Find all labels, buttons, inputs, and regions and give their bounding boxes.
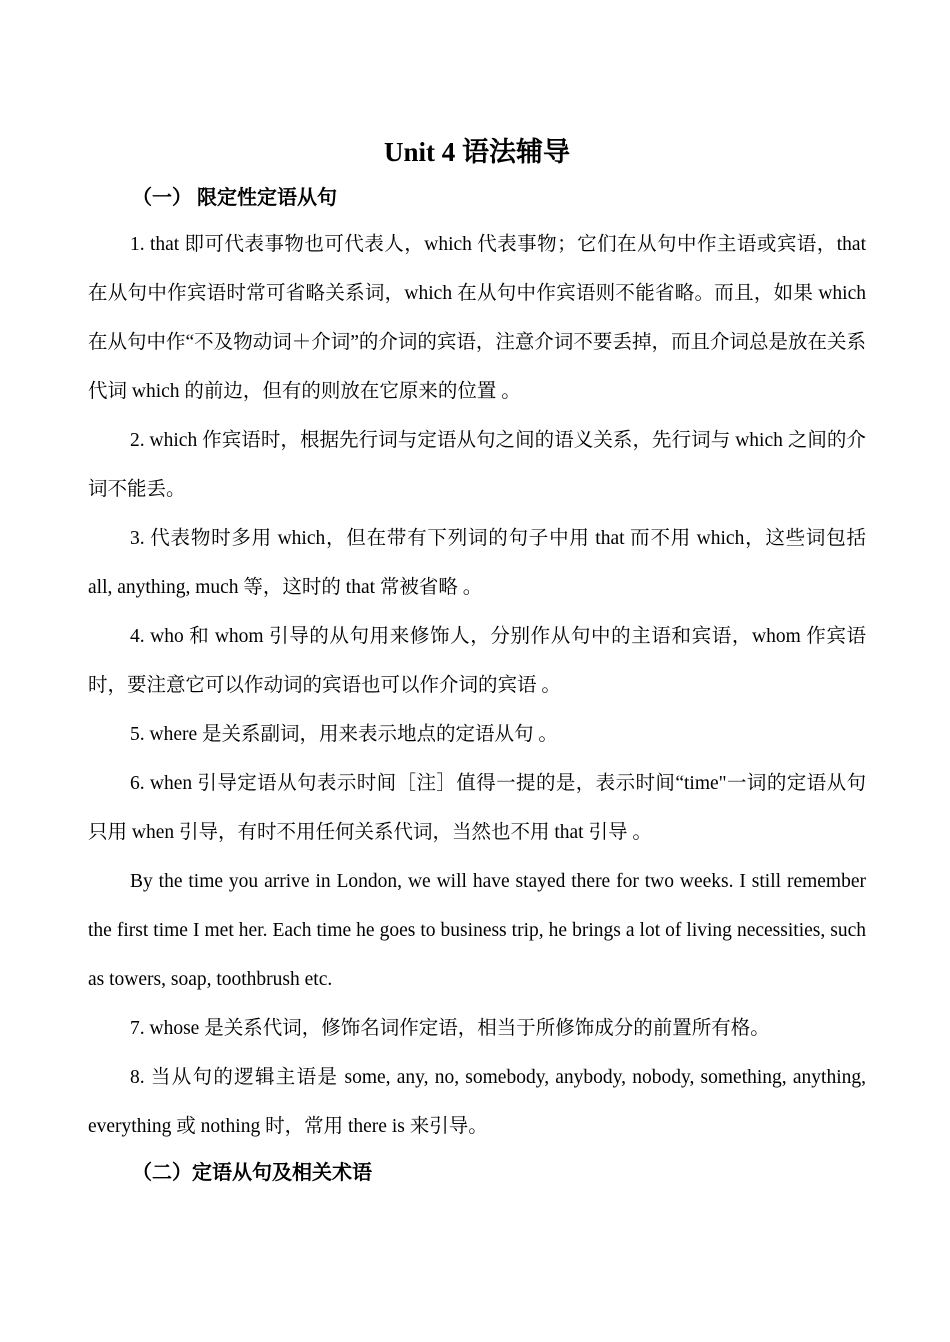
paragraph-4-who-whom: 4. who 和 whom 引导的从句用来修饰人，分别作从句中的主语和宾语，whom 作宾语时，要注意它可以作动词的宾语也可以作介词的宾语 。 xyxy=(88,626,866,696)
paragraph-6-when: 6. when 引导定语从句表示时间［注］值得一提的是，表示时间“time"一词的定语从句只用 when 引导，有时不用任何关系代词，当然也不用 that 引导 。 xyxy=(88,773,866,843)
paragraph-1-that-which: 1. that 即可代表事物也可代表人，which 代表事物；它们在从句中作主语或宾语，that 在从句中作宾语时常可省略关系词，which 在从句中作宾语则不能省略。而且，如果 which 在从句中作“不及物动词＋介词”的介词的宾语，注意介词不要丢掉，而且介词总是放在关系代词 which 的前边，但有的则放在它原来的位置 。 xyxy=(88,234,866,402)
section-heading-restrictive-clauses: （一） 限定性定语从句 xyxy=(132,187,337,209)
paragraph-8-there-is: 8. 当从句的逻辑主语是 some, any, no, somebody, anybody, nobody, something, anything, everything 或 nothing 时，常用 there is 来引导。 xyxy=(88,1067,866,1137)
section-heading-attributive-terms: （二）定语从句及相关术语 xyxy=(132,1162,372,1184)
paragraph-2-which-object: 2. which 作宾语时，根据先行词与定语从句之间的语义关系，先行词与 which 之间的介词不能丢。 xyxy=(88,430,866,500)
paragraph-5-where: 5. where 是关系副词，用来表示地点的定语从句 。 xyxy=(130,724,558,745)
document-title: Unit 4 语法辅导 xyxy=(383,137,570,167)
paragraph-7-whose: 7. whose 是关系代词，修饰名词作定语，相当于所修饰成分的前置所有格。 xyxy=(130,1018,770,1039)
paragraph-example-sentences: By the time you arrive in London, we will have stayed there for two weeks. I still remember the first time I met her. Each time he goes to business trip, he brings a lot of living necessities, such as towers, soap, toothbrush etc. xyxy=(88,871,866,990)
document-page xyxy=(88,130,866,1195)
paragraph-3-that-not-which: 3. 代表物时多用 which，但在带有下列词的句子中用 that 而不用 which，这些词包括 all, anything, much 等，这时的 that 常被省略 。 xyxy=(88,528,866,598)
